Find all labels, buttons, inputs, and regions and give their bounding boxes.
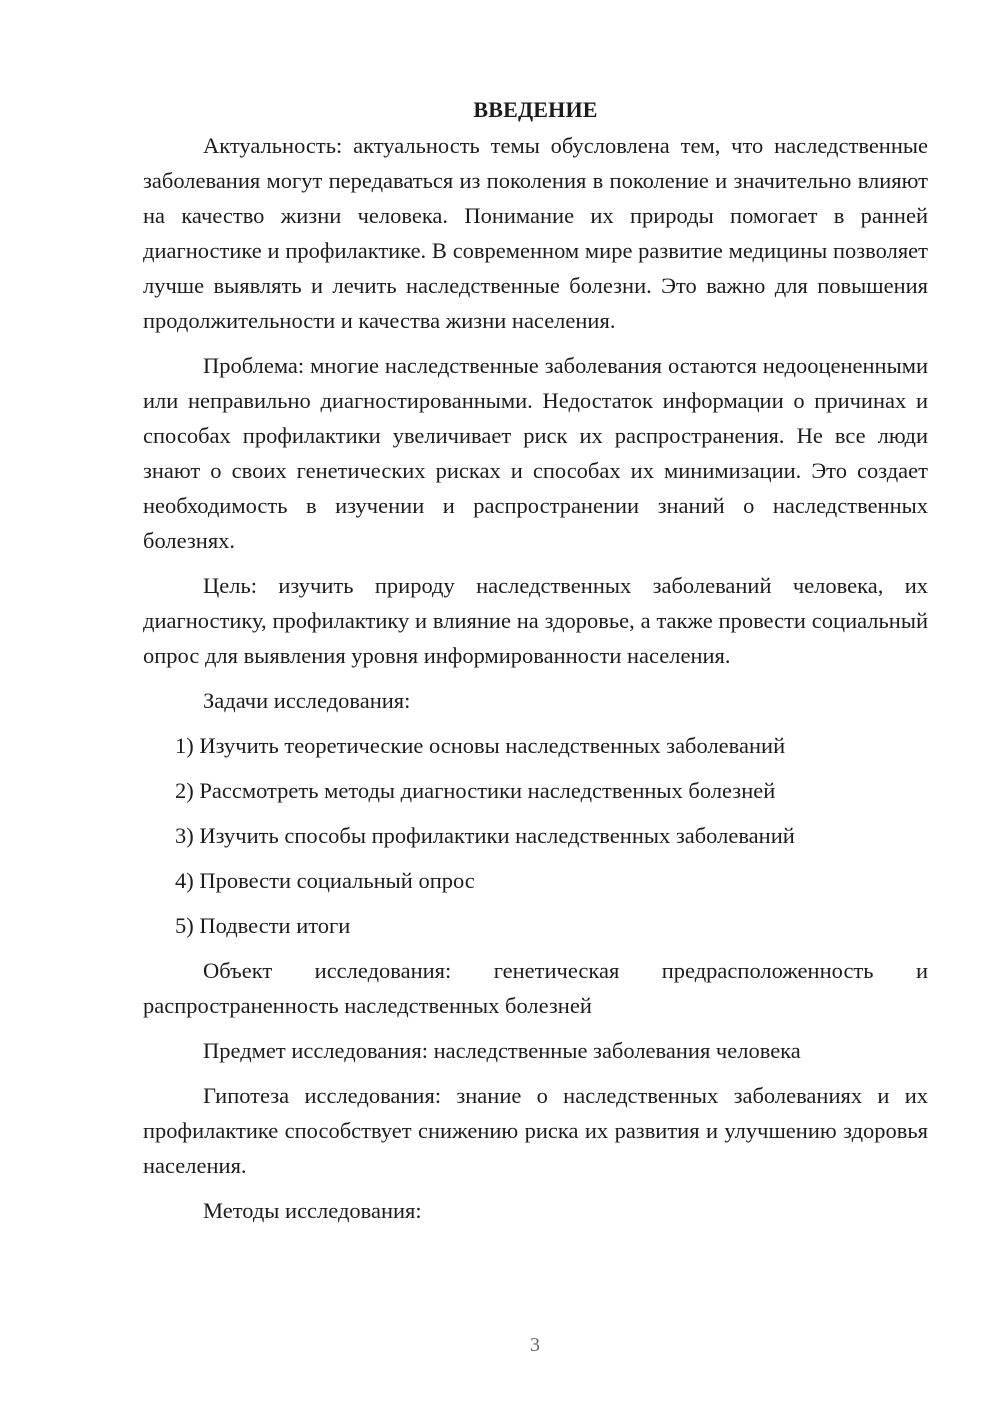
paragraph-hypothesis: Гипотеза исследования: знание о наследственных заболеваниях и их профилактике способствует снижению риска их развития и улучшению здоровья населения.	[143, 1083, 928, 1178]
tasks-list	[143, 728, 928, 943]
paragraph-subject: Предмет исследования: наследственные заболевания человека	[203, 1038, 801, 1063]
list-item: 5) Подвести итоги	[175, 913, 351, 938]
document-page	[143, 92, 928, 1238]
list-item: 1) Изучить теоретические основы наследственных заболеваний	[175, 733, 786, 758]
page-title: ВВЕДЕНИЕ	[473, 97, 598, 122]
methods-heading: Методы исследования:	[203, 1198, 422, 1223]
page-number: 3	[530, 1334, 540, 1356]
list-item: 2) Рассмотреть методы диагностики наследственных болезней	[175, 778, 776, 803]
paragraph-problem: Проблема: многие наследственные заболевания остаются недооцененными или неправильно диагностированными. Недостаток информации о причинах и способах профилактики увеличивает риск их распространения. Не все люди знают о своих генетических рисках и способах их минимизации. Это создает необходимость в изучении и распространении знаний о наследственных болезнях.	[143, 353, 928, 553]
paragraph-actuality: Актуальность: актуальность темы обусловлена тем, что наследственные заболевания могут передаваться из поколения в поколение и значительно влияют на качество жизни человека. Понимание их природы помогает в ранней диагностике и профилактике. В современном мире развитие медицины позволяет лучше выявлять и лечить наследственные болезни. Это важно для повышения продолжительности и качества жизни населения.	[143, 133, 928, 333]
tasks-heading: Задачи исследования:	[203, 688, 411, 713]
list-item: 3) Изучить способы профилактики наследственных заболеваний	[175, 823, 795, 848]
list-item: 4) Провести социальный опрос	[175, 868, 475, 893]
paragraph-goal: Цель: изучить природу наследственных заболеваний человека, их диагностику, профилактику и влияние на здоровье, а также провести социальный опрос для выявления уровня информированности населения.	[143, 573, 928, 668]
paragraph-object: Объект исследования: генетическая предрасположенность и распространенность наследственных болезней	[143, 958, 928, 1018]
